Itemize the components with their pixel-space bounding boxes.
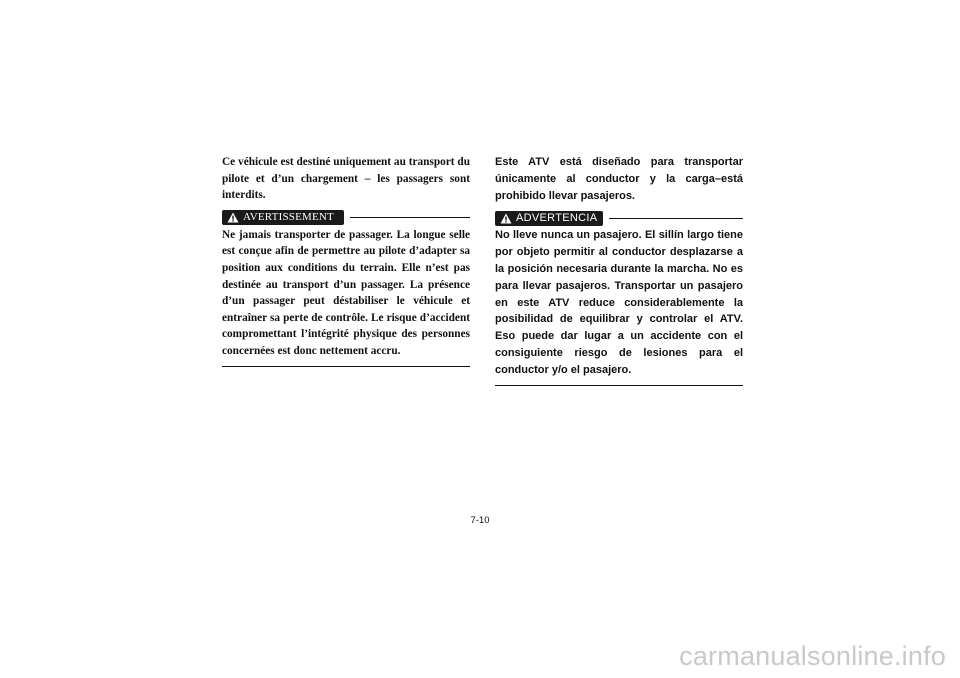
- watermark: carmanualsonline.info: [679, 641, 946, 671]
- page-number: 7-10: [470, 515, 490, 526]
- spanish-warning-rule: [609, 218, 743, 219]
- spanish-warning-badge: [495, 211, 603, 226]
- spanish-warning-label: ADVERTENCIA: [516, 212, 598, 224]
- french-column: [222, 154, 470, 367]
- french-warning-rule: [350, 217, 470, 218]
- spanish-column: [495, 154, 743, 386]
- french-warning-label: AVERTISSEMENT: [243, 211, 334, 224]
- french-warning-text: Ne jamais transporter de passager. La longue selle est conçue afin de permettre au pilote d’adapter sa position aux conditions du terrain. Elle n’est pas destinée au transport d’un passager. La présence d’un passager peut déstabiliser le véhicule et entraîner sa perte de contrôle. Le risque d’accident compromettant l’intégrité physique des personnes concernées est donc nettement accru.: [222, 228, 470, 357]
- warning-triangle-icon: [227, 212, 239, 223]
- french-warning-header: [222, 210, 470, 226]
- french-warning-badge: [222, 210, 344, 225]
- spanish-end-rule: [495, 385, 743, 386]
- french-end-rule: [222, 366, 470, 367]
- spanish-warning-text: No lleve nunca un pasajero. El sillín largo tiene por objeto permitir al conductor desplazarse a la posición necesaria durante la marcha. No es para llevar pasajeros. Transportar un pasajero en este ATV reduce considerablemente la posibilidad de equilibrar y controlar el ATV. Eso puede dar lugar a un accidente con el consiguiente riesgo de lesiones para el conductor y/o el pasajero.: [495, 229, 743, 376]
- french-intro: Ce véhicule est destiné uniquement au transport du pilote et d’un chargement – les passagers sont interdits.: [222, 156, 470, 202]
- spanish-warning-header: [495, 210, 743, 226]
- spanish-intro: Este ATV está diseñado para transportar únicamente al conductor y la carga–está prohibido llevar pasajeros.: [495, 156, 743, 202]
- warning-triangle-icon: [500, 213, 512, 224]
